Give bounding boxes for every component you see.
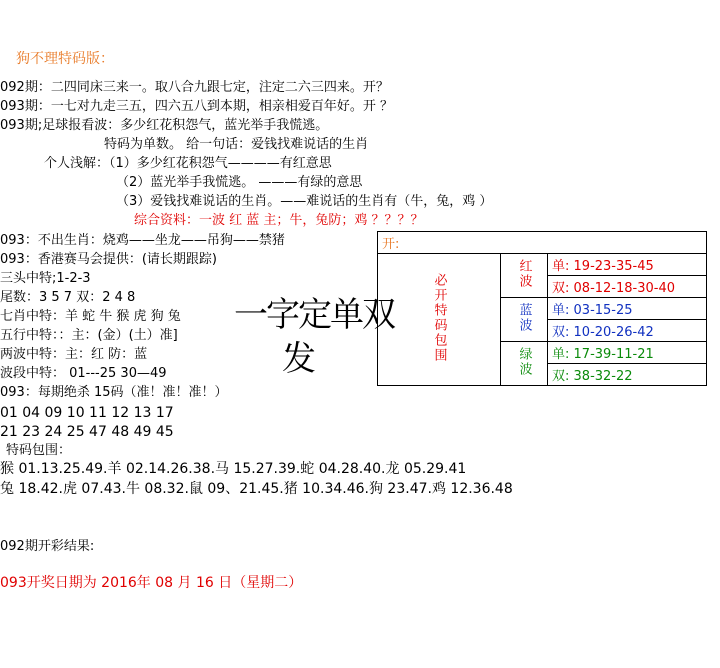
- side-label: 必开特码包围: [431, 272, 447, 363]
- text-line: 个人浅解：（1）多少红花积怨气————有红意思: [44, 156, 332, 171]
- text-line: 波段中特： 01---25 30—49: [0, 366, 167, 381]
- text-line: （3）爱钱找难说话的生肖。——难说话的生肖有（牛，兔，鸡 ）: [116, 194, 493, 209]
- row-tag: 双:: [552, 369, 570, 384]
- row-numbers: 38-32-22: [573, 369, 633, 384]
- slogan-line-1: 一字定单双: [234, 295, 394, 335]
- row-numbers: 10-20-26-42: [573, 325, 654, 340]
- text-line: 093：不出生肖：烧鸡——坐龙——吊狗——禁猪: [0, 233, 285, 248]
- row-tag: 双:: [552, 281, 570, 296]
- text-line: （2）蓝光举手我慌逃。 ———有绿的意思: [116, 175, 363, 190]
- side-label-cell: [378, 254, 501, 386]
- result-heading: 092期开彩结果:: [0, 539, 95, 554]
- row-tag: 单:: [552, 347, 570, 362]
- row-numbers: 03-15-25: [573, 303, 633, 318]
- row-numbers: 19-23-35-45: [573, 259, 654, 274]
- page-title: 狗不理特码版：: [16, 51, 114, 67]
- red-wave-cell: [501, 254, 548, 298]
- zodiac-line: 兔 18.42.虎 07.43.牛 08.32.鼠 09、21.45.猪 10.34.46.狗 23.47.鸡 12.36.48: [0, 481, 513, 497]
- text-line: 093期;足球报看波：多少红花积怨气，蓝光举手我慌逃。: [0, 118, 329, 133]
- text-line: 两波中特：主：红 防：蓝: [0, 347, 148, 362]
- text-line: 五行中特：：主：(金）(土）准]: [0, 328, 178, 343]
- text-line: 三头中特;1-2-3: [0, 271, 91, 286]
- text-line: 092期：二四同床三来一。取八合九跟七定，注定二六三四来。开？: [0, 80, 389, 95]
- table-row: [548, 342, 707, 364]
- summary-line: 综合资料：一波 红 蓝 主；牛，兔防；鸡 ？？？？: [134, 213, 424, 228]
- blue-wave-cell: [501, 298, 548, 342]
- blue-wave-label: 蓝波: [516, 302, 532, 333]
- text-line: 093：香港赛马会提供：(请长期跟踪): [0, 252, 217, 267]
- row-tag: 单:: [552, 303, 570, 318]
- table-row: [548, 364, 707, 386]
- red-wave-label: 红波: [516, 258, 532, 289]
- text-line: 093：每期绝杀 15码（准！准！准！）: [0, 385, 228, 400]
- open-label: 开:: [378, 232, 707, 254]
- text-line: 特码包围：: [6, 443, 72, 458]
- number-line: 01 04 09 10 11 12 13 17: [0, 405, 174, 421]
- row-numbers: 17-39-11-21: [573, 347, 654, 362]
- row-numbers: 08-12-18-30-40: [573, 281, 676, 296]
- table-row: [548, 276, 707, 298]
- number-line: 21 23 24 25 47 48 49 45: [0, 424, 174, 440]
- draw-date: 093开奖日期为 2016年 08 月 16 日（星期二）: [0, 575, 303, 591]
- green-wave-label: 绿波: [516, 346, 532, 377]
- text-line: 七肖中特：羊 蛇 牛 猴 虎 狗 兔: [0, 309, 181, 324]
- table-row: [548, 298, 707, 320]
- zodiac-line: 猴 01.13.25.49.羊 02.14.26.38.马 15.27.39.蛇 04.28.40.龙 05.29.41: [0, 461, 467, 477]
- green-wave-cell: [501, 342, 548, 386]
- row-tag: 双:: [552, 325, 570, 340]
- text-line: 尾数：3 5 7 双：2 4 8: [0, 290, 136, 305]
- table-row: [548, 320, 707, 342]
- text-line: 093期：一七对九走三五，四六五八到本期，相亲相爱百年好。开 ？: [0, 99, 393, 114]
- row-tag: 单:: [552, 259, 570, 274]
- prediction-table: [377, 231, 707, 386]
- text-line: 特码为单数。 给一句话：爱钱找难说话的生肖: [104, 137, 369, 152]
- table-row: [548, 254, 707, 276]
- slogan-line-2: 发: [282, 339, 314, 379]
